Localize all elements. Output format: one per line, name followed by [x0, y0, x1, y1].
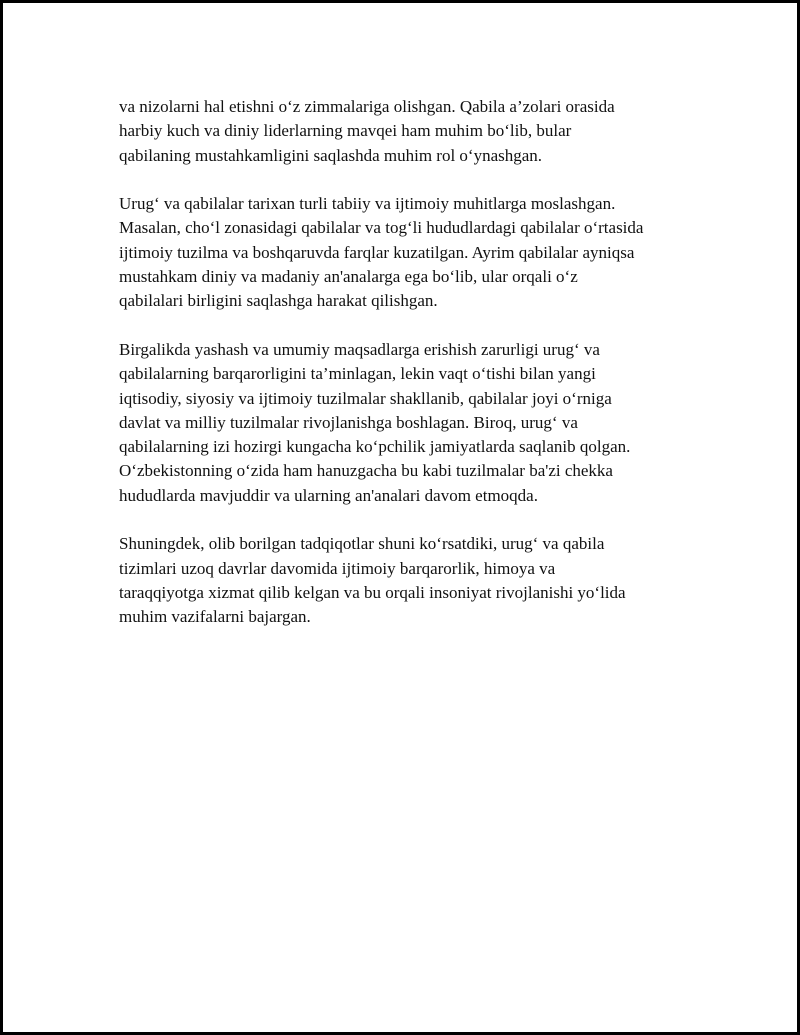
text-line: Birgalikda yashash va umumiy maqsadlarga erishish zarurligi urug‘ va	[119, 339, 600, 359]
text-line: Shuningdek, olib borilgan tadqiqotlar shuni ko‘rsatdiki, urug‘ va qabila	[119, 534, 605, 554]
text-line: Urug‘ va qabilalar tarixan turli tabiiy va ijtimoiy muhitlarga moslashgan.	[119, 194, 616, 214]
text-line: hududlarda mavjuddir va ularning an'analari davom etmoqda.	[119, 485, 538, 505]
text-line: taraqqiyotga xizmat qilib kelgan va bu orqali insoniyat rivojlanishi yo‘lida	[119, 582, 626, 602]
text-line: qabilalarning izi hozirgi kungacha ko‘pchilik jamiyatlarda saqlanib qolgan.	[119, 437, 631, 457]
text-line: mustahkam diniy va madaniy an'analarga ega bo‘lib, ular orqali o‘z	[119, 267, 578, 287]
text-line: qabilalarning barqarorligini ta’minlagan, lekin vaqt o‘tishi bilan yangi	[119, 364, 596, 384]
text-line: ijtimoiy tuzilma va boshqaruvda farqlar kuzatilgan. Ayrim qabilalar ayniqsa	[119, 242, 635, 262]
paragraph-2	[119, 192, 719, 313]
text-line: va nizolarni hal etishni o‘z zimmalariga olishgan. Qabila a’zolari orasida	[119, 97, 615, 116]
text-line: tizimlari uzoq davrlar davomida ijtimoiy barqarorlik, himoya va	[119, 558, 556, 578]
paragraph-3	[119, 338, 719, 508]
text-line: harbiy kuch va diniy liderlarning mavqei ham muhim bo‘lib, bular	[119, 121, 572, 141]
document-body	[119, 95, 719, 654]
text-line: Masalan, cho‘l zonasidagi qabilalar va tog‘li hududlardagi qabilalar o‘rtasida	[119, 218, 644, 238]
paragraph-4	[119, 532, 719, 629]
text-line: qabilalari birligini saqlashga harakat qilishgan.	[119, 291, 438, 311]
text-line: qabilaning mustahkamligini saqlashda muhim rol o‘ynashgan.	[119, 145, 543, 165]
text-line: davlat va milliy tuzilmalar rivojlanishga boshlagan. Biroq, urug‘ va	[119, 412, 578, 432]
text-line: muhim vazifalarni bajargan.	[119, 607, 311, 627]
paragraph-1	[119, 95, 719, 168]
text-line: iqtisodiy, siyosiy va ijtimoiy tuzilmalar shakllanib, qabilalar joyi o‘rniga	[119, 388, 612, 408]
text-line: O‘zbekistonning o‘zida ham hanuzgacha bu kabi tuzilmalar ba'zi chekka	[119, 461, 613, 481]
